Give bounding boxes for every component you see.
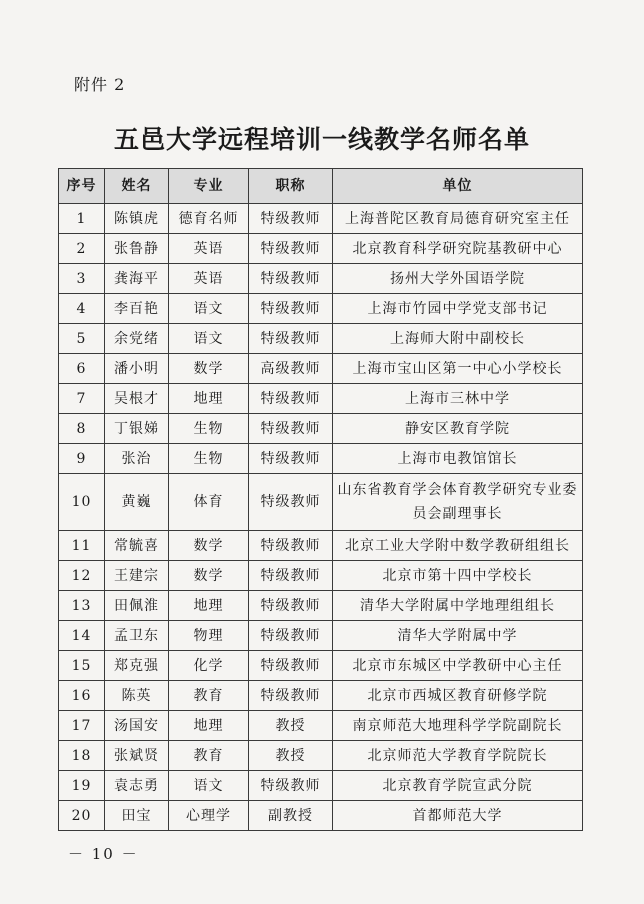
cell-rank: 高级教师 [249, 354, 333, 384]
cell-no: 1 [59, 204, 105, 234]
table-row [59, 444, 583, 474]
table-row [59, 354, 583, 384]
cell-name: 袁志勇 [105, 771, 169, 801]
cell-no: 9 [59, 444, 105, 474]
cell-major: 语文 [169, 771, 249, 801]
cell-unit: 山东省教育学会体育教学研究专业委员会副理事长 [333, 474, 583, 531]
header-major: 专业 [169, 169, 249, 204]
cell-rank: 特级教师 [249, 234, 333, 264]
table-row [59, 324, 583, 354]
cell-name: 汤国安 [105, 711, 169, 741]
cell-no: 18 [59, 741, 105, 771]
cell-major: 教育 [169, 741, 249, 771]
cell-major: 心理学 [169, 801, 249, 831]
table-row [59, 591, 583, 621]
cell-unit: 上海师大附中副校长 [333, 324, 583, 354]
table-row [59, 264, 583, 294]
cell-name: 龚海平 [105, 264, 169, 294]
cell-name: 王建宗 [105, 561, 169, 591]
cell-name: 常毓喜 [105, 531, 169, 561]
cell-name: 田宝 [105, 801, 169, 831]
cell-name: 潘小明 [105, 354, 169, 384]
cell-major: 地理 [169, 384, 249, 414]
table-row [59, 801, 583, 831]
document-title: 五邑大学远程培训一线教学名师名单 [113, 125, 530, 154]
cell-name: 陈英 [105, 681, 169, 711]
cell-no: 10 [59, 474, 105, 531]
cell-no: 4 [59, 294, 105, 324]
header-rank: 职称 [249, 169, 333, 204]
cell-unit: 北京市西城区教育研修学院 [333, 681, 583, 711]
table-row [59, 474, 583, 531]
cell-major: 教育 [169, 681, 249, 711]
cell-no: 8 [59, 414, 105, 444]
cell-rank: 特级教师 [249, 414, 333, 444]
cell-unit: 上海市电教馆馆长 [333, 444, 583, 474]
cell-major: 英语 [169, 234, 249, 264]
cell-unit: 北京市第十四中学校长 [333, 561, 583, 591]
cell-unit: 北京教育学院宣武分院 [333, 771, 583, 801]
cell-no: 13 [59, 591, 105, 621]
cell-unit: 清华大学附属中学地理组组长 [333, 591, 583, 621]
cell-unit: 南京师范大地理科学学院副院长 [333, 711, 583, 741]
teacher-roster-table [58, 168, 583, 831]
cell-unit: 上海市竹园中学党支部书记 [333, 294, 583, 324]
page-number: － 10 － [68, 845, 139, 863]
cell-major: 语文 [169, 294, 249, 324]
cell-no: 3 [59, 264, 105, 294]
cell-rank: 特级教师 [249, 531, 333, 561]
cell-major: 生物 [169, 444, 249, 474]
cell-unit: 上海市三林中学 [333, 384, 583, 414]
cell-name: 黄巍 [105, 474, 169, 531]
cell-rank: 特级教师 [249, 294, 333, 324]
cell-unit: 扬州大学外国语学院 [333, 264, 583, 294]
cell-major: 化学 [169, 651, 249, 681]
cell-major: 数学 [169, 531, 249, 561]
cell-rank: 副教授 [249, 801, 333, 831]
cell-rank: 特级教师 [249, 771, 333, 801]
attachment-label: 附件 2 [74, 75, 126, 94]
cell-no: 20 [59, 801, 105, 831]
cell-major: 地理 [169, 711, 249, 741]
cell-rank: 特级教师 [249, 264, 333, 294]
cell-major: 物理 [169, 621, 249, 651]
cell-unit: 北京市东城区中学教研中心主任 [333, 651, 583, 681]
cell-unit: 首都师范大学 [333, 801, 583, 831]
cell-name: 余党绪 [105, 324, 169, 354]
table-row [59, 384, 583, 414]
cell-rank: 特级教师 [249, 474, 333, 531]
table-header-row [59, 169, 583, 204]
table-row [59, 531, 583, 561]
cell-no: 15 [59, 651, 105, 681]
cell-name: 张斌贤 [105, 741, 169, 771]
cell-no: 2 [59, 234, 105, 264]
cell-rank: 特级教师 [249, 204, 333, 234]
cell-rank: 特级教师 [249, 681, 333, 711]
cell-unit: 上海市宝山区第一中心小学校长 [333, 354, 583, 384]
cell-rank: 特级教师 [249, 444, 333, 474]
cell-name: 张治 [105, 444, 169, 474]
cell-no: 14 [59, 621, 105, 651]
cell-rank: 特级教师 [249, 324, 333, 354]
table-row [59, 414, 583, 444]
table-row [59, 294, 583, 324]
table-row [59, 621, 583, 651]
table-row [59, 204, 583, 234]
cell-rank: 教授 [249, 711, 333, 741]
cell-rank: 特级教师 [249, 591, 333, 621]
cell-major: 体育 [169, 474, 249, 531]
cell-major: 英语 [169, 264, 249, 294]
table-row [59, 771, 583, 801]
table-row [59, 711, 583, 741]
cell-rank: 特级教师 [249, 561, 333, 591]
cell-name: 丁银娣 [105, 414, 169, 444]
cell-major: 数学 [169, 354, 249, 384]
cell-unit: 北京工业大学附中数学教研组组长 [333, 531, 583, 561]
cell-name: 吴根才 [105, 384, 169, 414]
cell-name: 陈镇虎 [105, 204, 169, 234]
header-no: 序号 [59, 169, 105, 204]
cell-no: 19 [59, 771, 105, 801]
cell-no: 11 [59, 531, 105, 561]
header-name: 姓名 [105, 169, 169, 204]
table-row [59, 651, 583, 681]
cell-no: 5 [59, 324, 105, 354]
cell-rank: 特级教师 [249, 621, 333, 651]
cell-no: 16 [59, 681, 105, 711]
cell-no: 6 [59, 354, 105, 384]
cell-rank: 教授 [249, 741, 333, 771]
cell-unit: 上海普陀区教育局德育研究室主任 [333, 204, 583, 234]
cell-major: 德育名师 [169, 204, 249, 234]
table-row [59, 234, 583, 264]
cell-no: 7 [59, 384, 105, 414]
table-row [59, 681, 583, 711]
cell-name: 郑克强 [105, 651, 169, 681]
cell-name: 李百艳 [105, 294, 169, 324]
header-unit: 单位 [333, 169, 583, 204]
cell-unit: 清华大学附属中学 [333, 621, 583, 651]
cell-name: 田佩淮 [105, 591, 169, 621]
cell-no: 17 [59, 711, 105, 741]
table-row [59, 561, 583, 591]
cell-major: 数学 [169, 561, 249, 591]
cell-no: 12 [59, 561, 105, 591]
cell-unit: 北京师范大学教育学院院长 [333, 741, 583, 771]
cell-major: 生物 [169, 414, 249, 444]
cell-name: 孟卫东 [105, 621, 169, 651]
cell-name: 张鲁静 [105, 234, 169, 264]
cell-unit: 北京教育科学研究院基教研中心 [333, 234, 583, 264]
cell-unit: 静安区教育学院 [333, 414, 583, 444]
cell-rank: 特级教师 [249, 384, 333, 414]
cell-rank: 特级教师 [249, 651, 333, 681]
cell-major: 语文 [169, 324, 249, 354]
cell-major: 地理 [169, 591, 249, 621]
table-row [59, 741, 583, 771]
